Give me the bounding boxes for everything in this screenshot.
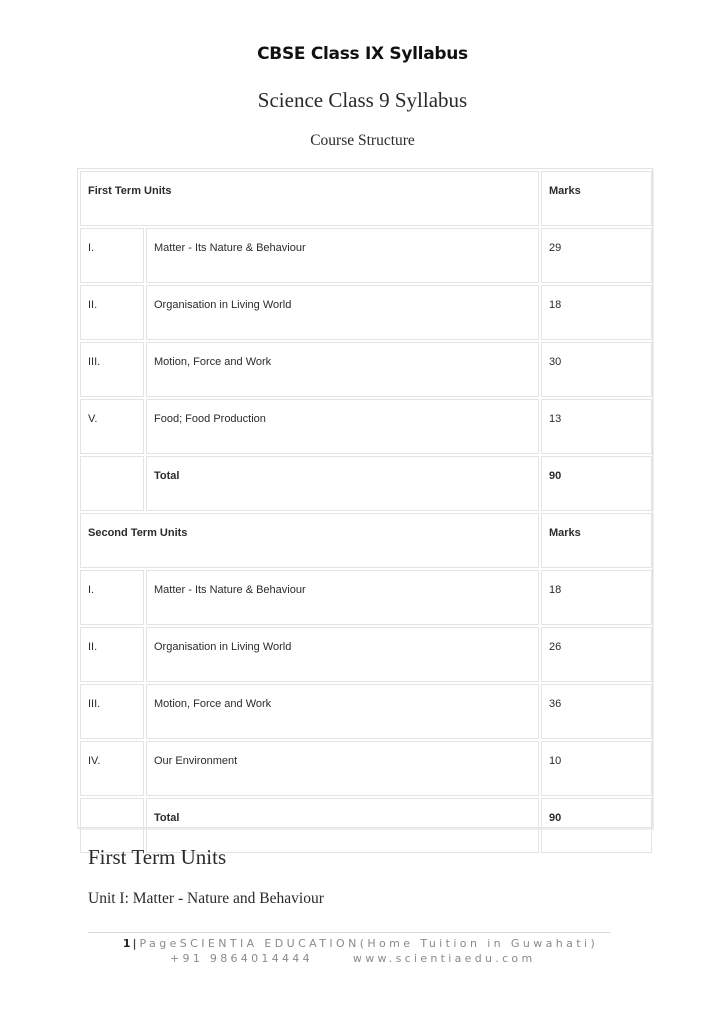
unit-marks: 36 [541,684,652,739]
unit-number: II. [80,285,144,340]
unit-marks: 10 [541,741,652,796]
unit-number: V. [80,399,144,454]
brand-title: CBSE Class IX Syllabus [257,44,468,64]
table-row [80,570,652,625]
document-title: Science Class 9 Syllabus [257,88,468,112]
unit-marks: 18 [541,285,652,340]
unit-topic: Our Environment [146,741,539,796]
organization-name: SCIENTIA EDUCATION(Home Tuition in Guwahati) [179,937,599,950]
unit-topic: Matter - Its Nature & Behaviour [146,570,539,625]
unit-topic: Motion, Force and Work [146,684,539,739]
phone-number: +91 9864014444 [170,952,313,965]
unit-marks: 29 [541,228,652,283]
unit-heading: Unit I: Matter - Nature and Behaviour [88,890,324,907]
unit-number: I. [80,228,144,283]
unit-topic: Organisation in Living World [146,627,539,682]
table-row [80,228,652,283]
unit-marks: 18 [541,570,652,625]
page-label: Page [139,937,180,950]
unit-number: III. [80,684,144,739]
table-row [80,342,652,397]
course-structure-table [77,168,653,828]
total-label: Total [146,456,539,511]
second-term-header: Second Term Units [80,513,539,568]
unit-number: III. [80,342,144,397]
website-link[interactable]: www.scientiaedu.com [352,952,536,965]
marks-header: Marks [541,171,652,226]
page-footer [88,936,633,966]
unit-marks: 26 [541,627,652,682]
empty-cell [80,456,144,511]
total-label: Total [146,798,539,853]
table-row [80,399,652,454]
marks-header: Marks [541,513,652,568]
unit-topic: Motion, Force and Work [146,342,539,397]
page-separator: | [132,937,137,950]
first-term-header-row [80,171,652,226]
table-row [80,285,652,340]
footer-line-2 [88,951,633,966]
unit-number: II. [80,627,144,682]
table-row [80,627,652,682]
total-marks: 90 [541,798,652,853]
section-heading: First Term Units [88,845,227,869]
table-row [80,741,652,796]
unit-number: I. [80,570,144,625]
footer-divider [88,932,610,933]
unit-topic: Food; Food Production [146,399,539,454]
total-marks: 90 [541,456,652,511]
first-term-total-row [80,456,652,511]
document-subtitle: Course Structure [310,132,415,149]
page-number: 1 [122,937,131,950]
unit-marks: 30 [541,342,652,397]
second-term-header-row [80,513,652,568]
unit-number: IV. [80,741,144,796]
table-row [80,684,652,739]
unit-topic: Matter - Its Nature & Behaviour [146,228,539,283]
first-term-header: First Term Units [80,171,539,226]
course-table [78,169,654,855]
unit-marks: 13 [541,399,652,454]
unit-topic: Organisation in Living World [146,285,539,340]
footer-line-1 [88,936,633,951]
